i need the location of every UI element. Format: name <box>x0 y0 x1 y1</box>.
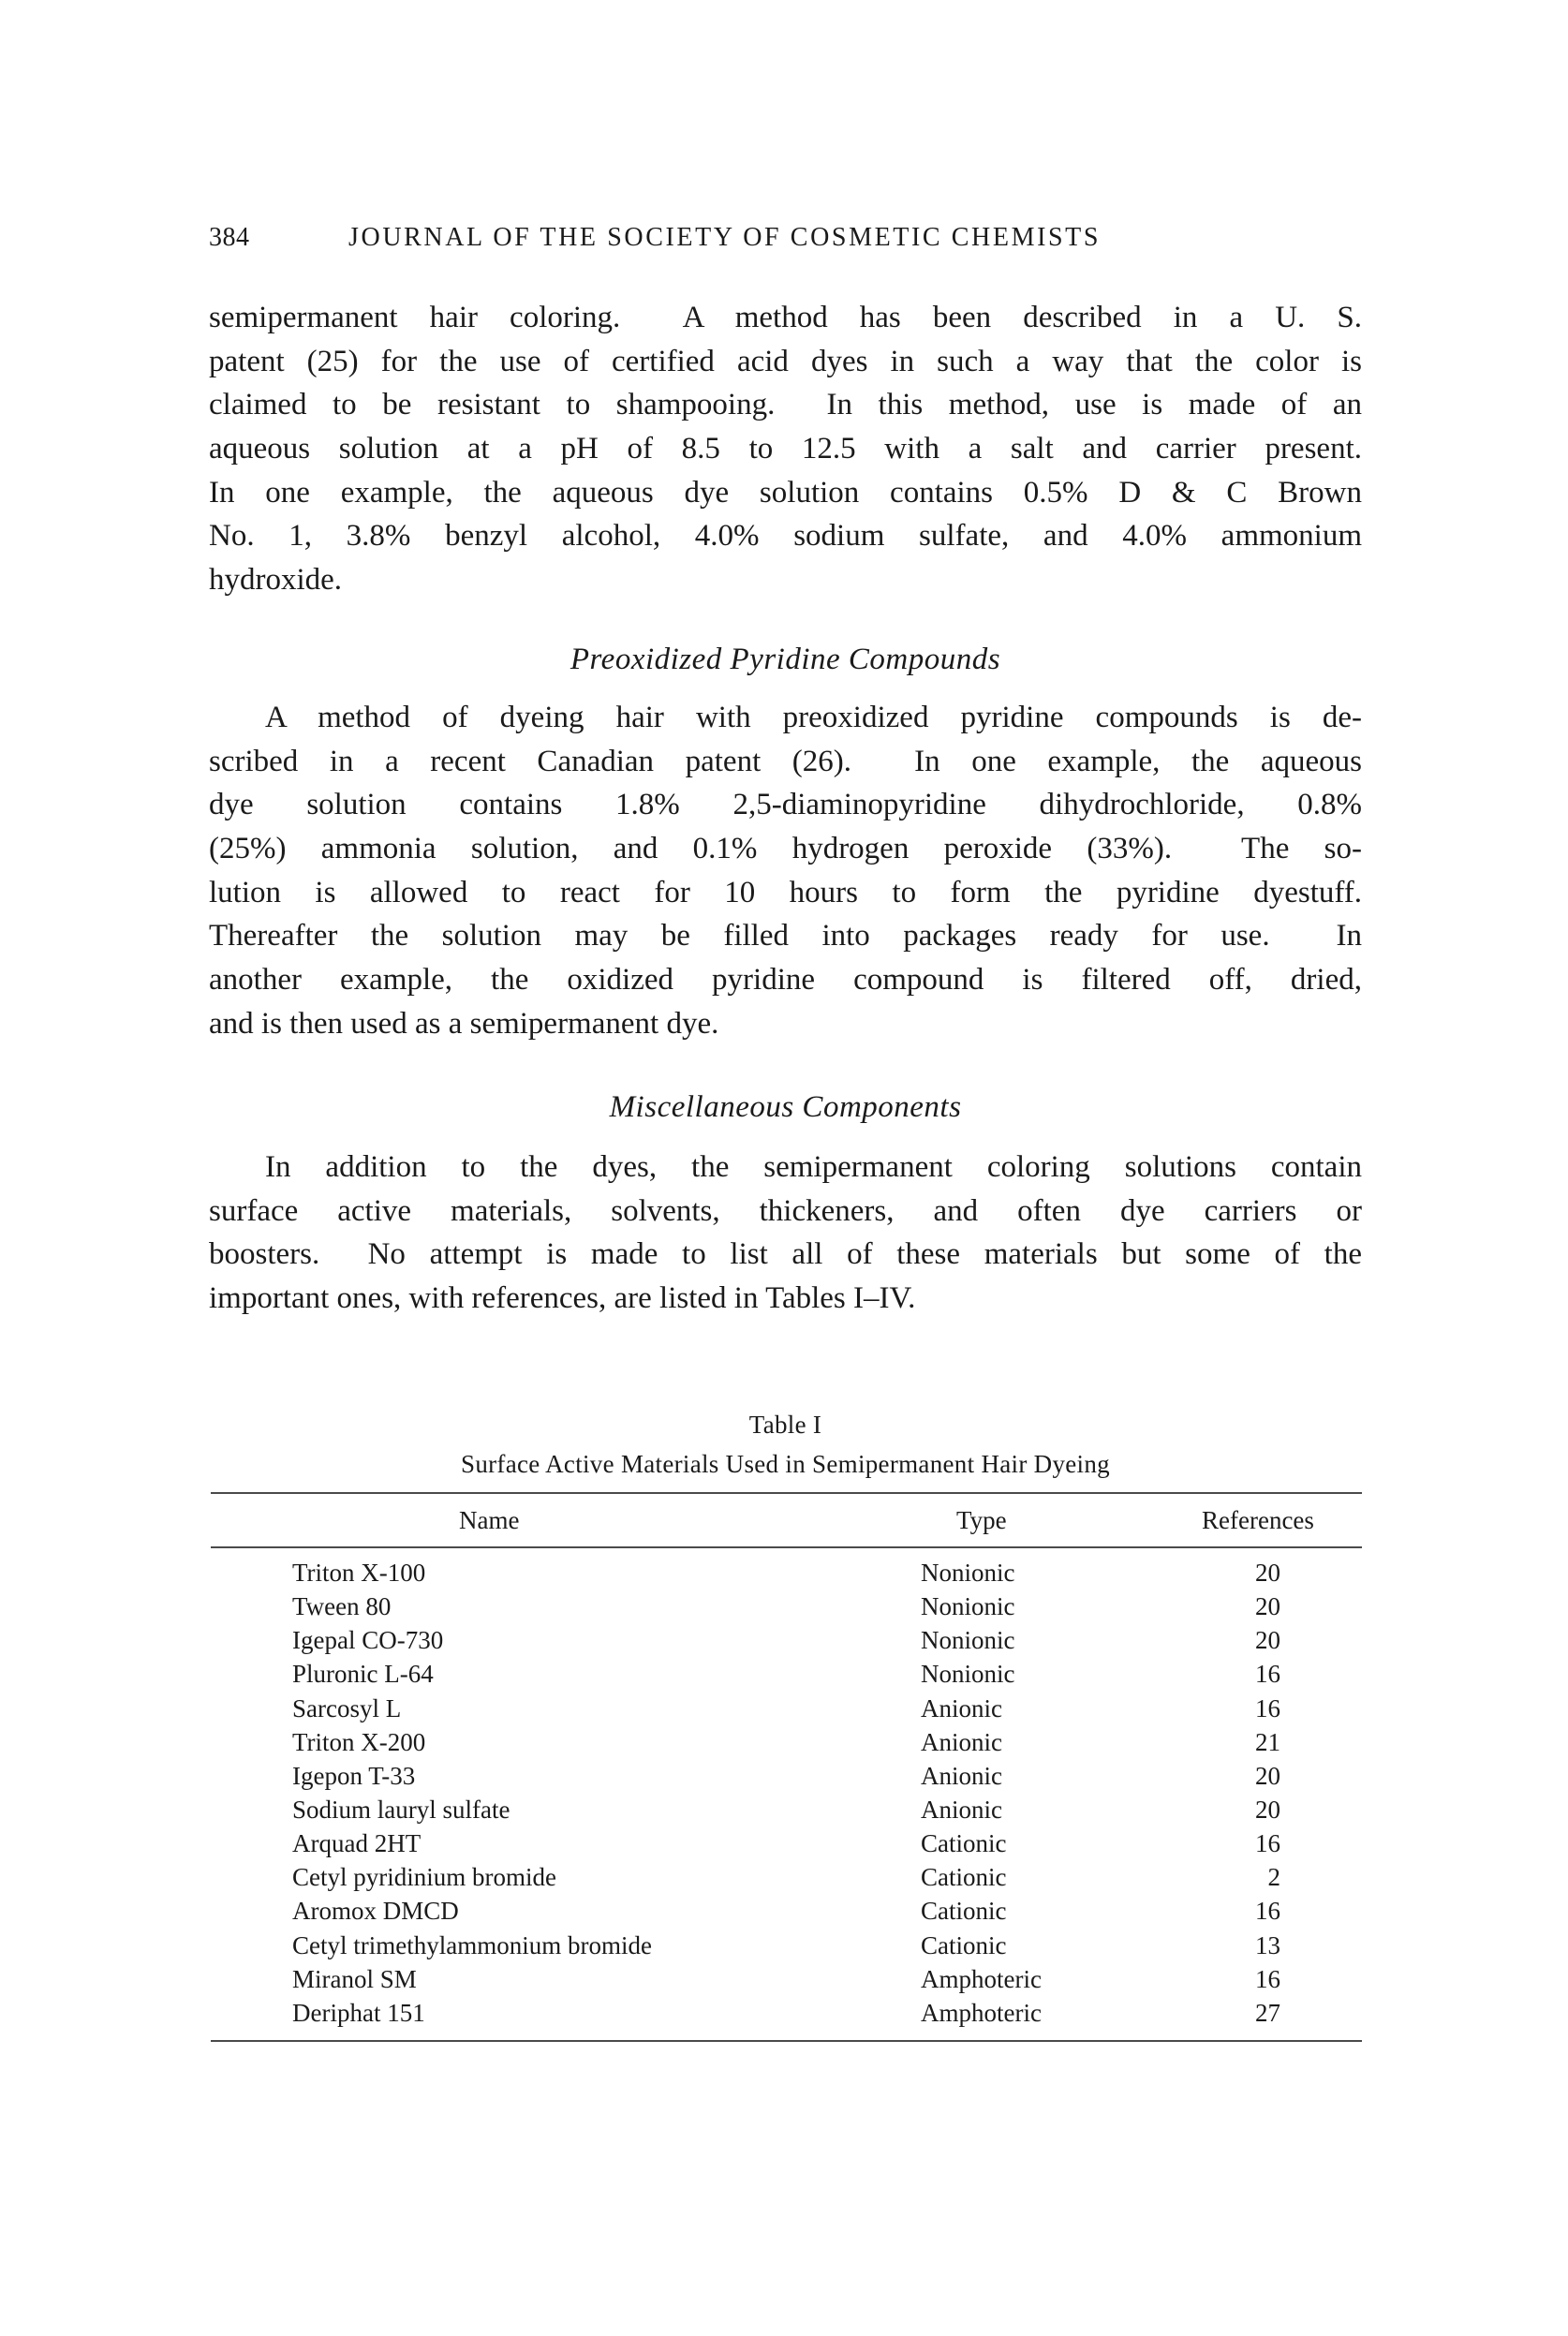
cell-references: 21 <box>1255 1727 1280 1756</box>
table-label: Table I <box>748 1411 822 1439</box>
table-bottom-rule <box>211 2040 1362 2042</box>
text-line-content: In addition to the dyes, the semipermanent coloring solutions contain <box>265 1150 1362 1184</box>
cell-references: 20 <box>1255 1795 1280 1824</box>
table-row <box>211 1962 1362 1996</box>
table-row <box>211 1556 1362 1589</box>
cell-name: Igepal CO-730 <box>292 1626 444 1655</box>
cell-type: Amphoteric <box>921 1998 1042 2027</box>
cell-type: Nonionic <box>921 1660 1015 1689</box>
table-row <box>211 1725 1362 1759</box>
cell-type: Cationic <box>921 1930 1007 1959</box>
table-row <box>211 1589 1362 1623</box>
column-header-name: Name <box>459 1506 520 1534</box>
cell-references: 20 <box>1255 1626 1280 1655</box>
cell-references: 16 <box>1255 1829 1280 1858</box>
cell-references: 27 <box>1255 1998 1280 2027</box>
text-line: hydroxide. <box>209 563 343 598</box>
text-line-content: surface active materials, solvents, thickeners, and often dye carriers or <box>209 1193 1362 1228</box>
table-row <box>211 1826 1362 1860</box>
cell-name: Cetyl trimethylammonium bromide <box>292 1930 652 1959</box>
table-row <box>211 1929 1362 1962</box>
cell-type: Anionic <box>921 1693 1002 1722</box>
cell-name: Miranol SM <box>292 1964 417 1993</box>
cell-references: 16 <box>1255 1897 1280 1926</box>
text-line <box>209 1233 1362 1277</box>
table-row <box>211 1623 1362 1657</box>
table-row <box>211 1793 1362 1826</box>
cell-name: Tween 80 <box>292 1592 392 1621</box>
text-line <box>209 514 1362 558</box>
cell-name: Triton X-200 <box>292 1727 426 1756</box>
text-line: important ones, with references, are listed in Tables I–IV. <box>209 1281 916 1316</box>
cell-references: 20 <box>1255 1592 1280 1621</box>
section-heading-miscellaneous: Miscellaneous Components <box>609 1090 962 1124</box>
table-caption: Surface Active Materials Used in Semipermanent Hair Dyeing <box>461 1450 1110 1478</box>
text-line-content: Thereafter the solution may be filled into packages ready for use. In <box>209 919 1362 954</box>
cell-type: Nonionic <box>921 1626 1015 1655</box>
cell-name: Igepon T-33 <box>292 1761 416 1790</box>
text-line: and is then used as a semipermanent dye. <box>209 1006 719 1041</box>
page-number: 384 <box>209 223 250 252</box>
text-line <box>209 383 1362 427</box>
text-line-content: another example, the oxidized pyridine compound is filtered off, dried, <box>209 963 1362 998</box>
column-header-type: Type <box>956 1506 1007 1534</box>
cell-type: Cationic <box>921 1863 1007 1892</box>
text-line <box>209 783 1362 827</box>
paragraph-continued <box>209 296 1362 602</box>
cell-name: Arquad 2HT <box>292 1829 422 1858</box>
cell-type: Nonionic <box>921 1592 1015 1621</box>
text-line <box>209 427 1362 471</box>
text-line-content: In one example, the aqueous dye solution contains 0.5% D & C Brown <box>209 475 1362 510</box>
text-line-content: claimed to be resistant to shampooing. In this method, use is made of an <box>209 388 1362 422</box>
text-line <box>209 958 1362 1002</box>
cell-name: Aromox DMCD <box>292 1897 459 1926</box>
running-head <box>209 219 1230 257</box>
paragraph-miscellaneous <box>209 1146 1362 1321</box>
text-line-content: semipermanent hair coloring. A method has been described in a U. S. <box>209 301 1362 334</box>
cell-name: Sarcosyl L <box>292 1693 402 1722</box>
cell-type: Anionic <box>921 1795 1002 1824</box>
paragraph-preoxidized-pyridine <box>209 696 1362 1046</box>
cell-references: 2 <box>1267 1863 1280 1892</box>
text-line <box>209 1146 1362 1190</box>
cell-type: Cationic <box>921 1829 1007 1858</box>
text-line-content: lution is allowed to react for 10 hours to form the pyridine dyestuff. <box>209 875 1362 909</box>
text-line <box>209 740 1362 784</box>
table-row <box>211 1894 1362 1928</box>
journal-title: JOURNAL OF THE SOCIETY OF COSMETIC CHEMISTS <box>348 223 1102 252</box>
text-line-content: A method of dyeing hair with preoxidized pyridine compounds is de- <box>265 701 1362 734</box>
table-row <box>211 1759 1362 1793</box>
cell-name: Cetyl pyridinium bromide <box>292 1863 556 1892</box>
text-line-content: scribed in a recent Canadian patent (26). In one example, the aqueous <box>209 744 1362 778</box>
cell-type: Anionic <box>921 1761 1002 1790</box>
table-row <box>211 1657 1362 1691</box>
text-line <box>209 914 1362 958</box>
cell-name: Triton X-100 <box>292 1559 426 1587</box>
table-body <box>211 1556 1362 2030</box>
column-header-references: References <box>1202 1506 1314 1534</box>
cell-type: Cationic <box>921 1897 1007 1926</box>
cell-type: Nonionic <box>921 1559 1015 1587</box>
cell-references: 13 <box>1255 1930 1280 1959</box>
cell-references: 16 <box>1255 1693 1280 1722</box>
text-line <box>209 871 1362 915</box>
cell-references: 16 <box>1255 1660 1280 1689</box>
table-header-rule <box>211 1546 1362 1548</box>
cell-type: Amphoteric <box>921 1964 1042 1993</box>
text-line <box>209 1190 1362 1234</box>
text-line <box>209 471 1362 515</box>
text-line <box>209 340 1362 384</box>
table-row <box>211 1860 1362 1894</box>
cell-references: 20 <box>1255 1761 1280 1790</box>
cell-type: Anionic <box>921 1727 1002 1756</box>
cell-name: Pluronic L-64 <box>292 1660 434 1689</box>
table-row <box>211 1692 1362 1725</box>
text-line <box>209 296 1362 340</box>
cell-name: Deriphat 151 <box>292 1998 425 2027</box>
text-line-content: aqueous solution at a pH of 8.5 to 12.5 with a salt and carrier present. <box>209 432 1362 466</box>
text-line <box>209 696 1362 740</box>
text-line-content: boosters. No attempt is made to list all of these materials but some of the <box>209 1237 1362 1272</box>
cell-references: 16 <box>1255 1964 1280 1993</box>
text-line-content: patent (25) for the use of certified acid dyes in such a way that the color is <box>209 344 1362 378</box>
text-line-content: dye solution contains 1.8% 2,5-diaminopyridine dihydrochloride, 0.8% <box>209 788 1362 822</box>
cell-name: Sodium lauryl sulfate <box>292 1795 510 1824</box>
text-line-content: No. 1, 3.8% benzyl alcohol, 4.0% sodium sulfate, and 4.0% ammonium <box>209 519 1362 554</box>
text-line <box>209 827 1362 871</box>
table-row <box>211 1996 1362 2030</box>
cell-references: 20 <box>1255 1559 1280 1587</box>
text-line-content: (25%) ammonia solution, and 0.1% hydrogen peroxide (33%). The so- <box>209 832 1362 866</box>
table-top-rule <box>211 1492 1362 1494</box>
section-heading-preoxidized-pyridine: Preoxidized Pyridine Compounds <box>570 643 1001 676</box>
